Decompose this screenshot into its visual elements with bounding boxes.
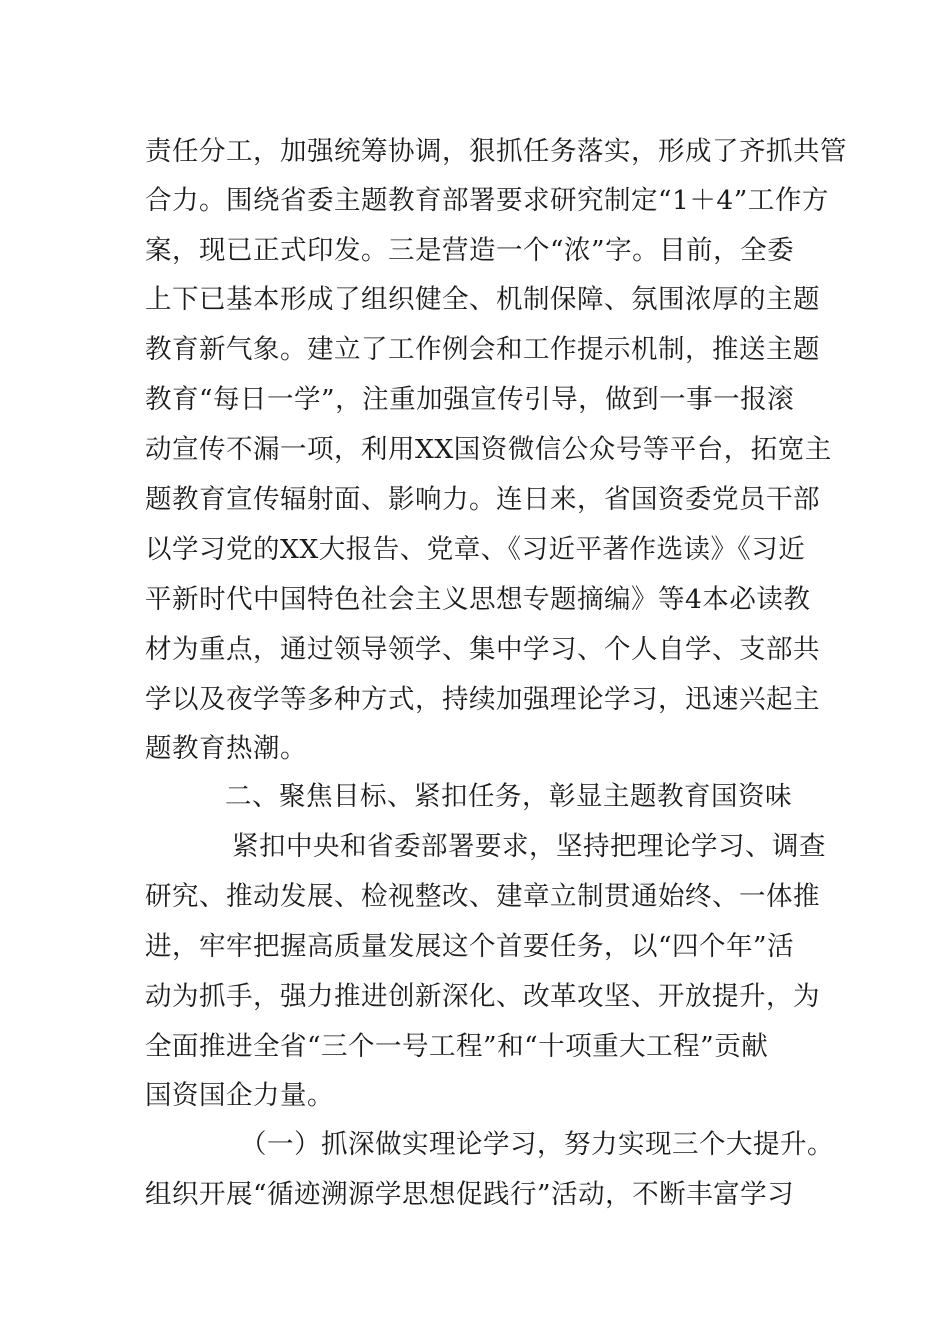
paragraph-line: 进，牢牢把握高质量发展这个首要任务，以“四个年”活	[145, 931, 795, 962]
paragraph-line: 学以及夜学等多种方式，持续加强理论学习，迅速兴起主	[145, 684, 820, 715]
paragraph-line: 题教育热潮。	[145, 733, 307, 764]
paragraph-line: 教育“每日一学”，注重加强宣传引导，做到一事一报滚	[145, 384, 795, 415]
paragraph-line: 组织开展“循迹溯源学思想促践行”活动，不断丰富学习	[145, 1179, 795, 1210]
subsection-heading: （一）抓深做实理论学习，努力实现三个大提升。	[240, 1129, 834, 1160]
paragraph-line: 案，现已正式印发。三是营造一个“浓”字。目前，全委	[145, 235, 795, 266]
paragraph-line: 以学习党的XX大报告、党章、《习近平著作选读》《习近	[145, 534, 806, 565]
paragraph-line: 平新时代中国特色社会主义思想专题摘编》等4本必读教	[145, 584, 811, 615]
section-heading: 二、聚焦目标、紧扣任务，彰显主题教育国资味	[225, 781, 792, 812]
paragraph-line: 材为重点，通过领导领学、集中学习、个人自学、支部共	[145, 634, 820, 665]
paragraph-line: 国资国企力量。	[145, 1080, 334, 1111]
paragraph-line: 紧扣中央和省委部署要求，坚持把理论学习、调查	[232, 831, 826, 862]
paragraph-line: 题教育宣传辐射面、影响力。连日来，省国资委党员干部	[145, 484, 820, 515]
paragraph-line: 合力。围绕省委主题教育部署要求研究制定“1＋4”工作方	[145, 185, 829, 216]
paragraph-line: 全面推进全省“三个一号工程”和“十项重大工程”贡献	[145, 1031, 769, 1062]
paragraph-line: 教育新气象。建立了工作例会和工作提示机制，推送主题	[145, 334, 820, 365]
paragraph-line: 责任分工，加强统筹协调，狠抓任务落实，形成了齐抓共管	[145, 136, 847, 167]
paragraph-line: 研究、推动发展、检视整改、建章立制贯通始终、一体推	[145, 881, 820, 912]
paragraph-line: 动宣传不漏一项，利用XX国资微信公众号等平台，拓宽主	[145, 434, 832, 465]
paragraph-line: 动为抓手，强力推进创新深化、改革攻坚、开放提升，为	[145, 981, 820, 1012]
paragraph-line: 上下已基本形成了组织健全、机制保障、氛围浓厚的主题	[145, 284, 820, 315]
